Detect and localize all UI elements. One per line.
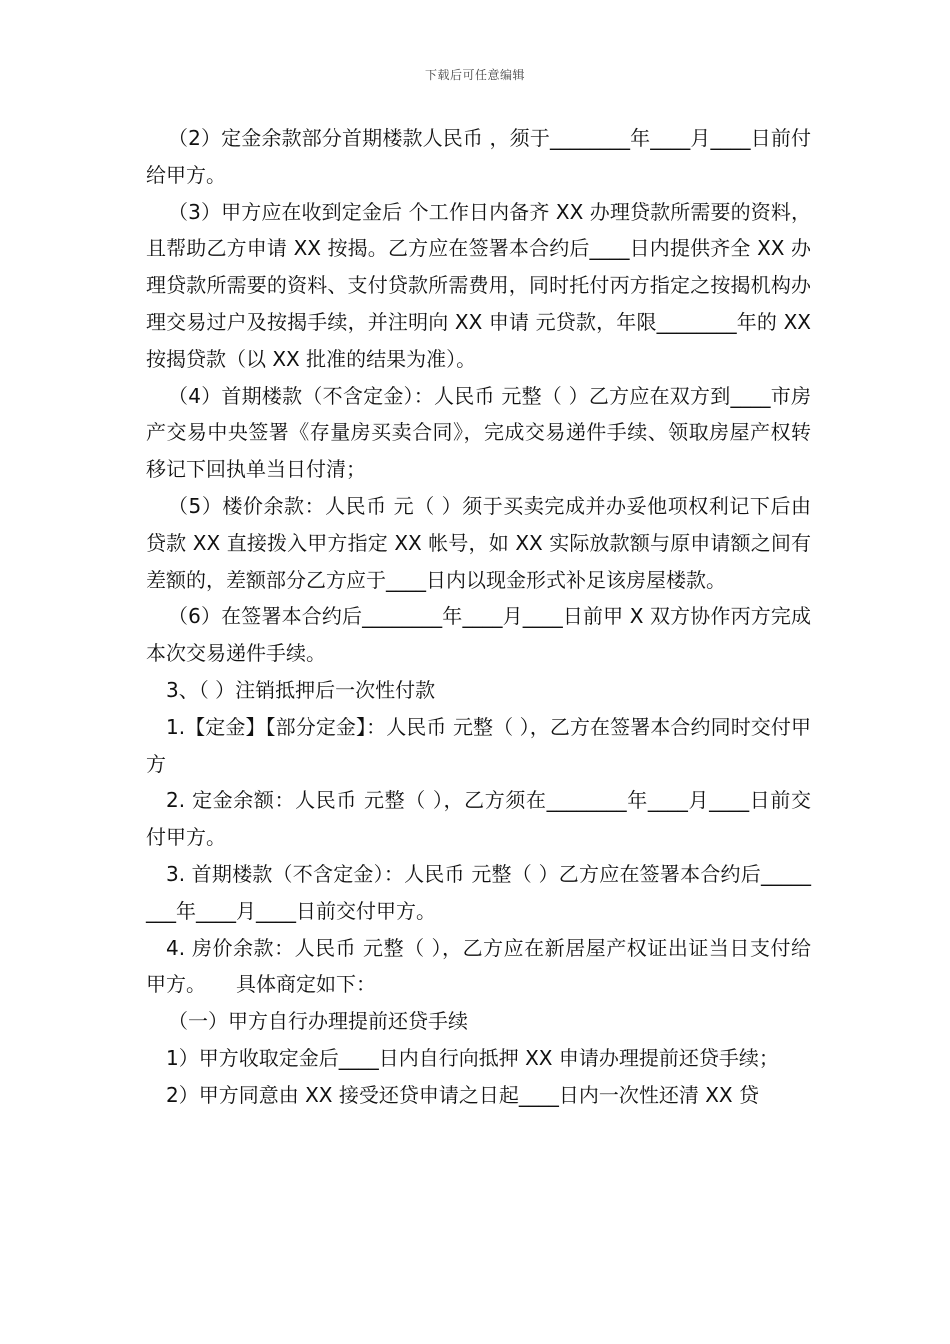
paragraph-2-deposit-balance: （2）定金余款部分首期楼款人民币 ，须于________年____月____日前付给甲方。 <box>146 126 811 187</box>
page-header: 下载后可任意编辑 <box>424 68 525 82</box>
subsection-1-heading: （一）甲方自行办理提前还贷手续 <box>168 1009 468 1034</box>
paragraph-6-filing: （6）在签署本合约后________年____月____日前甲 X 双方协作丙方完成本次交易递件手续。 <box>146 604 811 666</box>
paragraph-3-loan-materials: （3）甲方应在收到定金后 个工作日内备齐 XX 办理贷款所需要的资料，且帮助乙方申请 XX 按揭。乙方应在签署本合约后____日内提供齐全 XX 办理贷款所需要的资料、支付贷款所需费用，同时托付丙方指定之按揭机构办理交易过户及按揭手续，并注明向 XX 申请 元贷款，年限________年的 XX 按揭贷款（以 XX 批准的结果为准）。 <box>146 199 811 371</box>
section-3-heading: 3、（ ）注销抵押后一次性付款 <box>166 677 436 702</box>
paragraph-5-price-balance: （5）楼价余款：人民币 元（ ）须于买卖完成并办妥他项权利记下后由贷款 XX 直接拨入甲方指定 XX 帐号，如 XX 实际放款额与原申请额之间有差额的，差额部分乙方应于____日内以现金形式补足该房屋楼款。 <box>146 493 811 592</box>
item-2-deposit-balance: 2. 定金余额：人民币 元整（ ），乙方须在________年____月____日前交付甲方。 <box>146 788 811 850</box>
subitem-2-repayment-deadline: 2）甲方同意由 XX 接受还贷申请之日起____日内一次性还清 XX 贷 <box>166 1082 759 1107</box>
item-1-deposit: 1.【定金】【部分定金】：人民币 元整（ ），乙方在签署本合约同时交付甲方 <box>146 714 811 776</box>
subitem-1-repayment-application: 1）甲方收取定金后____日内自行向抵押 XX 申请办理提前还贷手续； <box>166 1045 779 1070</box>
paragraph-4-first-payment: （4）首期楼款（不含定金）：人民币 元整（ ）乙方应在双方到____市房产交易中央签署《存量房买卖合同》，完成交易递件手续、领取房屋产权转移记下回执单当日付清； <box>146 383 811 482</box>
item-4-price-balance: 4. 房价余款：人民币 元整（ ），乙方应在新居屋产权证出证当日支付给甲方。 具体商定如下： <box>146 935 811 997</box>
document-body <box>146 120 811 1114</box>
item-3-first-payment: 3. 首期楼款（不含定金）：人民币 元整（ ）乙方应在签署本合约后________年____月____日前交付甲方。 <box>146 861 811 923</box>
